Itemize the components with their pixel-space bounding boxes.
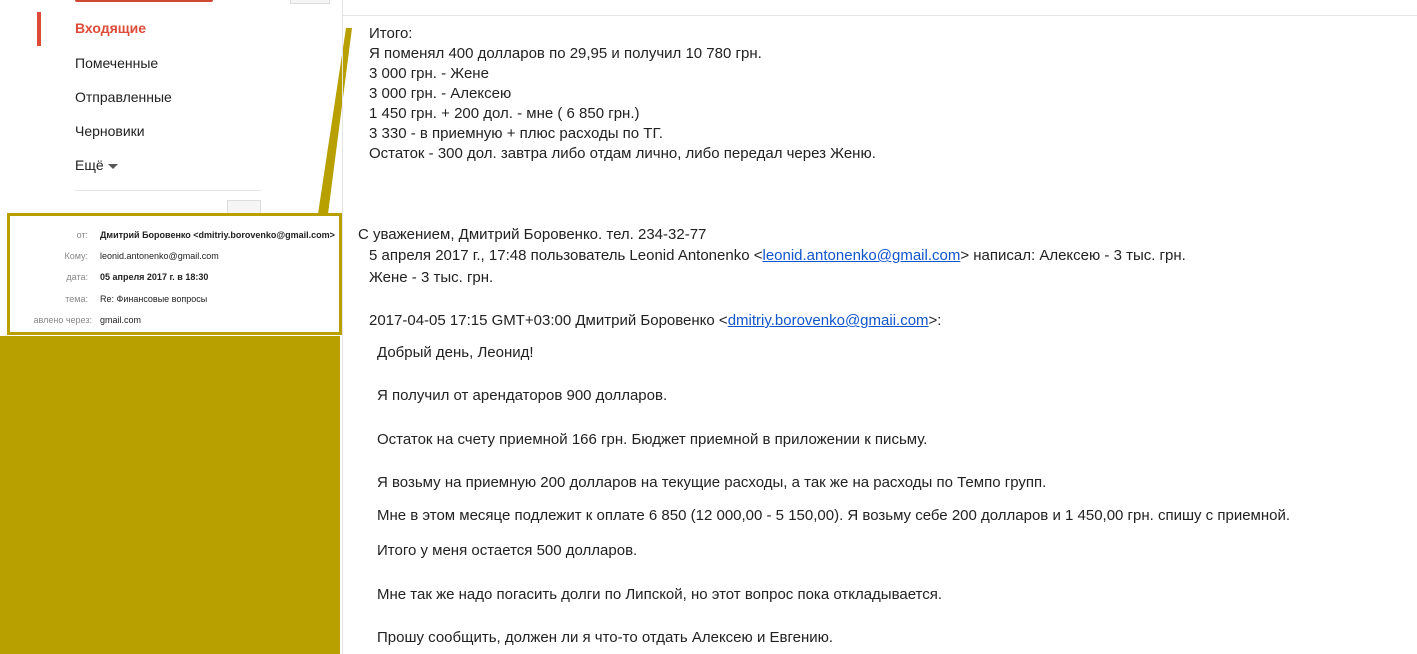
sidebar-item-label: Ещё — [75, 157, 104, 173]
signature: С уважением, Дмитрий Боровенко. тел. 234-32-77 — [358, 226, 707, 243]
details-date-label: дата: — [66, 272, 88, 282]
divider — [343, 15, 1417, 16]
details-from-row — [10, 230, 340, 242]
sidebar-item-sent[interactable] — [75, 89, 172, 105]
quote-header-text: 2017-04-05 17:15 GMT+03:00 Дмитрий Боровенко < — [369, 312, 728, 329]
sidebar-item-label: Черновики — [75, 123, 145, 139]
quote-header-text: 5 апреля 2017 г., 17:48 пользователь Leonid Antonenko < — [369, 247, 763, 264]
sidebar-item-drafts[interactable] — [75, 123, 145, 139]
summary-line: 1 450 грн. + 200 дол. - мне ( 6 850 грн.) — [369, 105, 640, 122]
annotation-overlay — [0, 336, 340, 654]
body-line: Я получил от арендаторов 900 долларов. — [377, 387, 668, 404]
sidebar-item-label: Отправленные — [75, 89, 172, 105]
details-subject-value: Re: Финансовые вопросы — [100, 294, 208, 304]
details-sent-via-label: авлено через: — [33, 315, 92, 325]
sidebar-item-label: Входящие — [75, 20, 146, 36]
summary-line: 3 330 - в приемную + плюс расходы по ТГ. — [369, 125, 663, 142]
details-date-row — [10, 272, 340, 284]
details-subject-row — [10, 294, 340, 306]
quote-header-text: > написал: Алексею - 3 тыс. грн. — [960, 247, 1186, 264]
details-to-value: leonid.antonenko@gmail.com — [100, 251, 219, 261]
summary-line: Я поменял 400 долларов по 29,95 и получил 10 780 грн. — [369, 45, 762, 62]
chevron-down-icon — [108, 164, 118, 169]
body-line: Добрый день, Леонид! — [377, 344, 534, 361]
sidebar-divider — [75, 190, 261, 191]
body-line: Итого у меня остается 500 долларов. — [377, 542, 638, 559]
compose-button[interactable] — [75, 0, 213, 2]
body-line: Остаток на счету приемной 166 грн. Бюджет приемной в приложении к письму. — [377, 431, 928, 448]
sidebar-toggle-button[interactable] — [290, 0, 330, 4]
sidebar-item-label: Помеченные — [75, 55, 159, 71]
body-line: Мне так же надо погасить долги по Липской, но этот вопрос пока откладывается. — [377, 586, 943, 603]
active-indicator — [37, 12, 41, 46]
quote-header-2 — [369, 312, 941, 330]
body-line: Я возьму на приемную 200 долларов на текущие расходы, а так же на расходы по Темпо групп. — [377, 474, 1047, 491]
quote-line: Жене - 3 тыс. грн. — [369, 269, 494, 286]
details-date-value: 05 апреля 2017 г. в 18:30 — [100, 272, 209, 282]
summary-line: 3 000 грн. - Алексею — [369, 85, 512, 102]
sidebar-item-more[interactable] — [75, 157, 118, 173]
summary-line: Итого: — [369, 25, 413, 42]
message-details-popup — [7, 213, 342, 335]
email-link[interactable]: leonid.antonenko@gmail.com — [762, 247, 961, 264]
quote-header-text: >: — [928, 312, 942, 329]
message-pane — [342, 0, 1417, 654]
details-to-row — [10, 251, 340, 263]
sidebar-item-inbox[interactable] — [75, 20, 146, 36]
body-line: Прошу сообщить, должен ли я что-то отдать Алексею и Евгению. — [377, 629, 834, 646]
quote-header-1 — [369, 247, 1186, 265]
sidebar-item-starred[interactable] — [75, 55, 158, 71]
email-link[interactable]: dmitriy.borovenko@gmaii.com — [727, 312, 929, 329]
details-to-label: Кому: — [64, 251, 88, 261]
details-subject-label: тема: — [65, 294, 88, 304]
details-from-value: Дмитрий Боровенко <dmitriy.borovenko@gmail.com> — [100, 230, 335, 240]
details-from-label: от: — [76, 230, 88, 240]
body-line: Мне в этом месяце подлежит к оплате 6 850 (12 000,00 - 5 150,00). Я возьму себе 200 долларов и 1 450,00 грн. спишу с приемной. — [377, 507, 1291, 524]
summary-line: Остаток - 300 дол. завтра либо отдам лично, либо передал через Женю. — [369, 145, 876, 162]
details-sent-via-row — [10, 315, 340, 327]
details-sent-via-value: gmail.com — [100, 315, 142, 325]
summary-line: 3 000 грн. - Жене — [369, 65, 489, 82]
